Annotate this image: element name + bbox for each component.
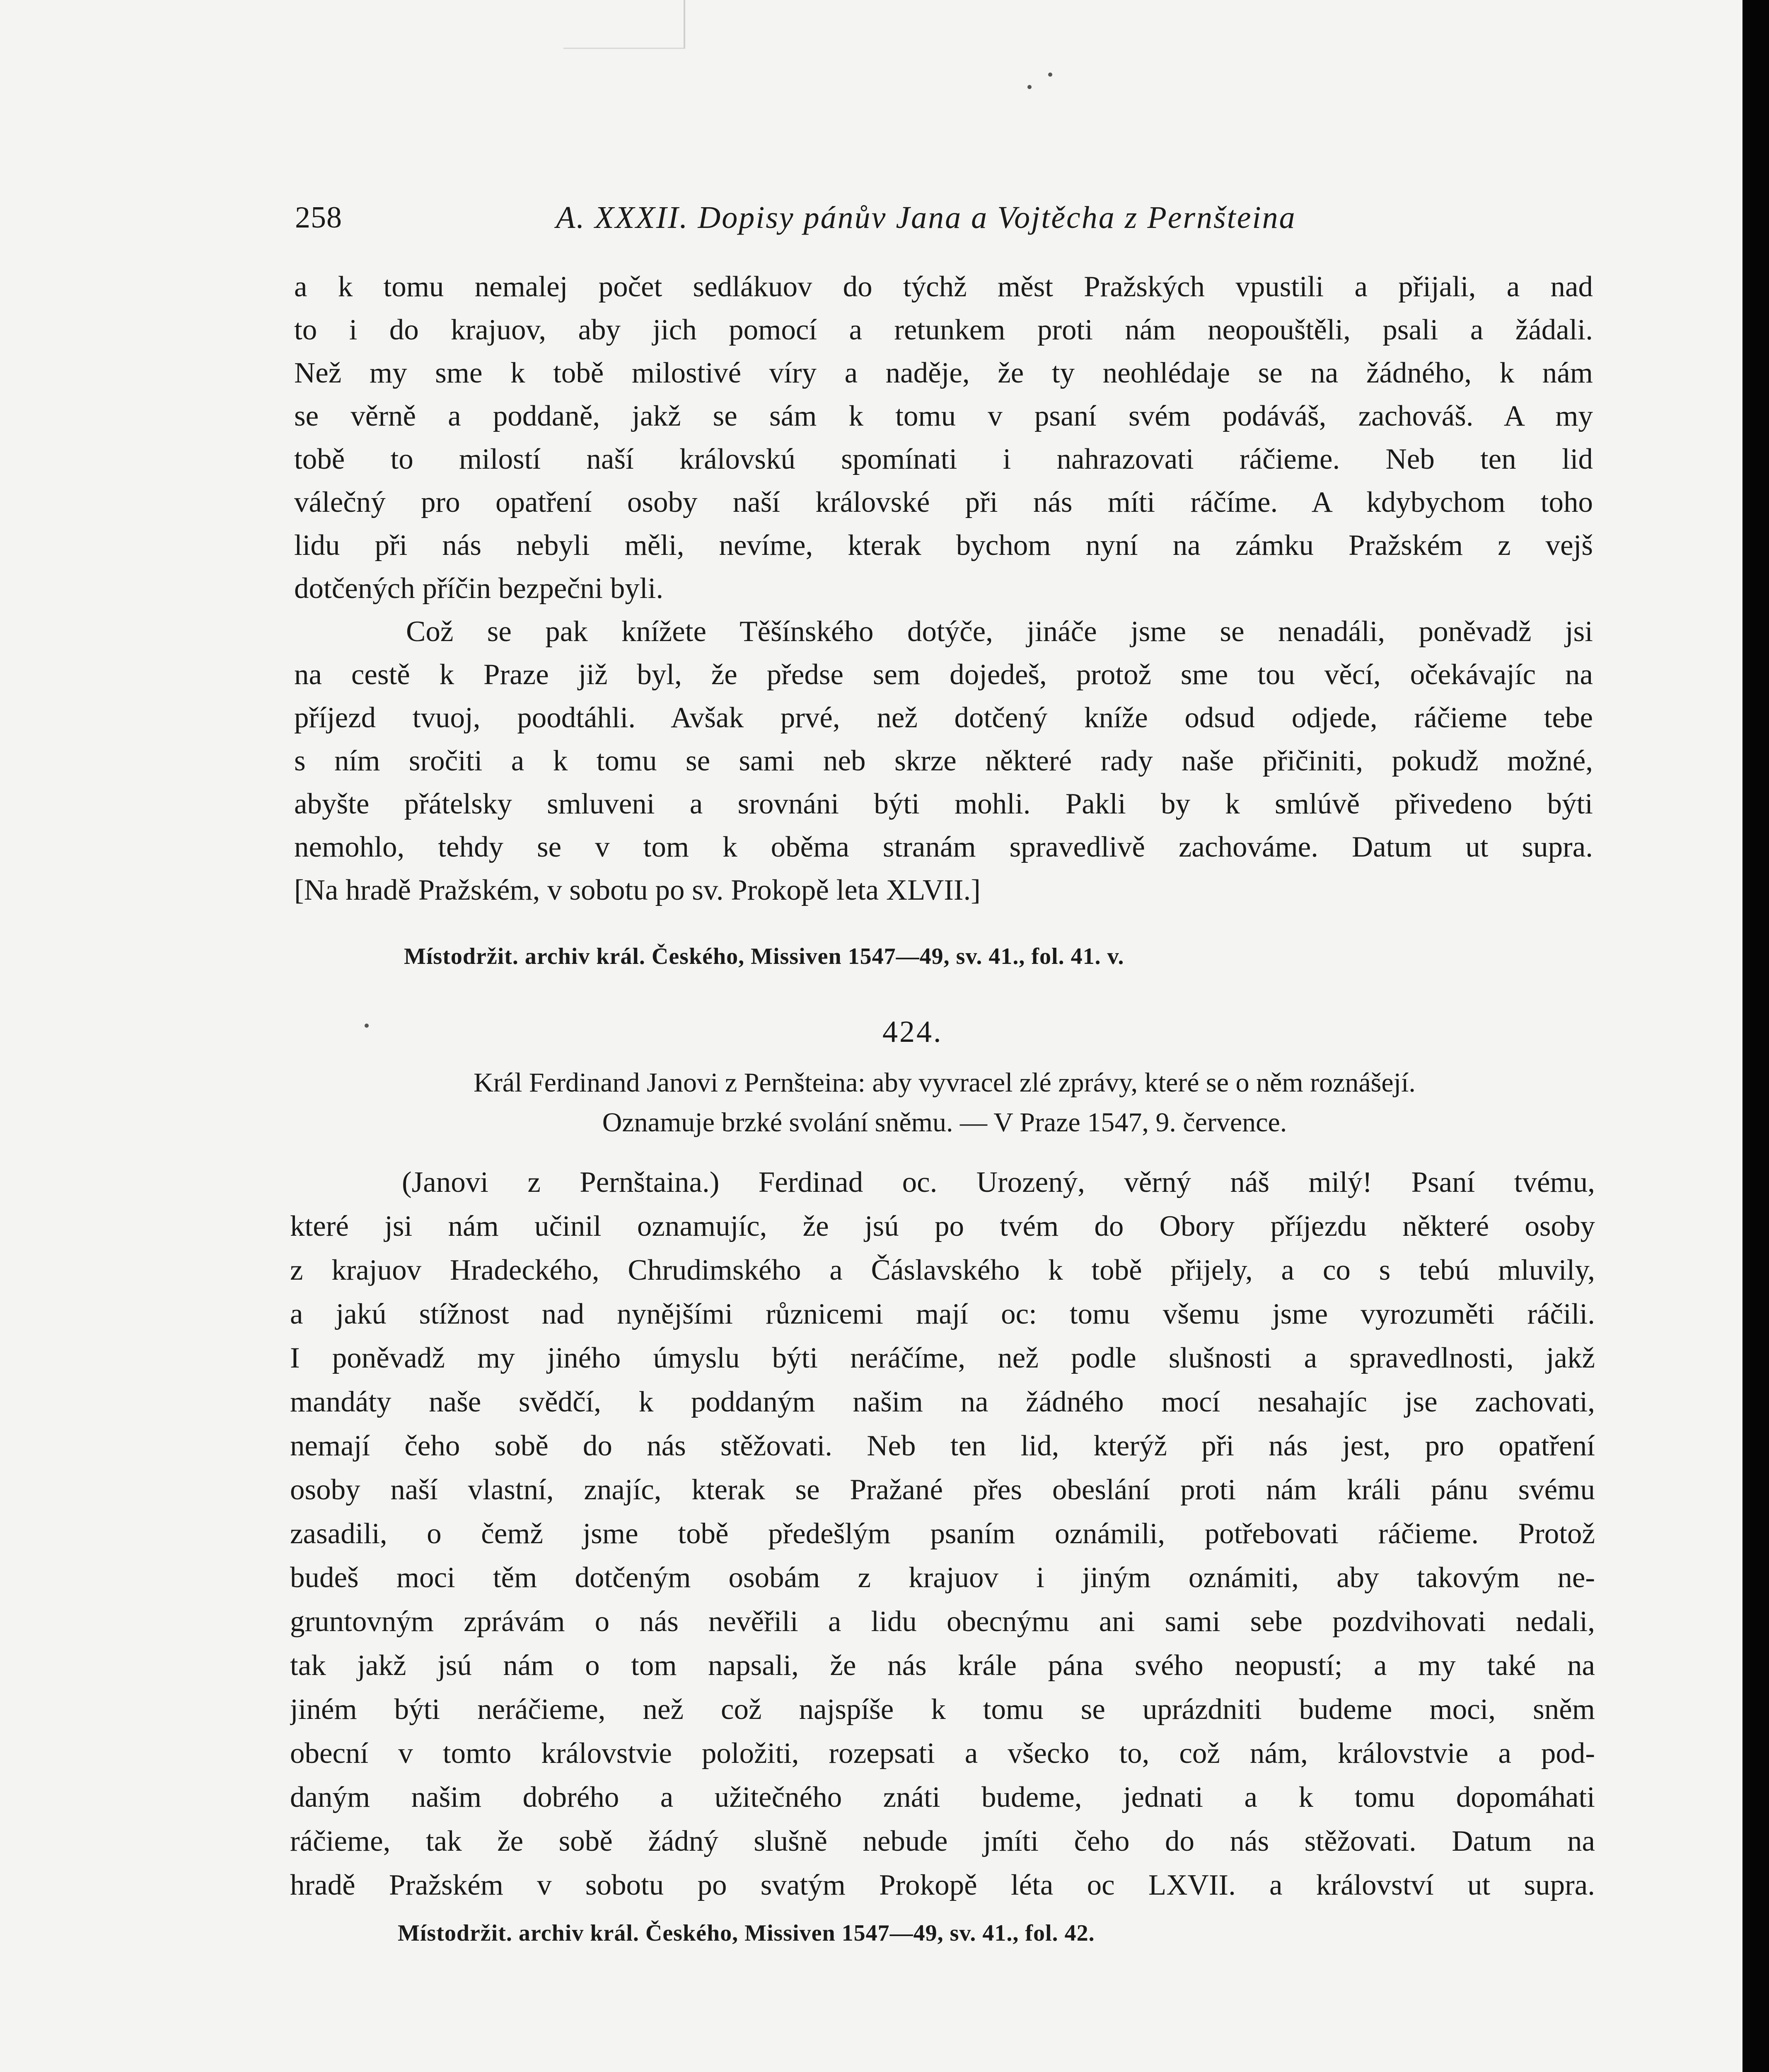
speck [1048,73,1052,77]
text-line: z krajuov Hradeckého, Chrudimského a Čáslavského k tobě přijely, a co s tebú mluvily, [290,1254,1595,1286]
text-line: budeš moci těm dotčeným osobám z krajuov i jiným oznámiti, aby takovým ne- [290,1561,1595,1594]
letter-continuation [294,265,1593,912]
document-summary [323,1063,1566,1143]
text-line: osoby naší vlastní, znajíc, kterak se Pražané přes obeslání proti nám králi pánu svému [290,1474,1595,1506]
text-line: a jakú stížnost nad nynějšími různicemi mají oc: tomu všemu jsme vyrozuměti ráčili. [290,1298,1595,1330]
text-line: zasadili, o čemž jsme tobě předešlým psaním oznámili, potřebovati ráčieme. Protož [290,1518,1595,1550]
text-line: jiném býti neráčieme, než což najspíše k tomu se uprázdniti budeme moci, sněm [290,1693,1595,1726]
text-line: mandáty naše svědčí, k poddaným našim na žádného mocí nesahajíc jse zachovati, [290,1386,1595,1418]
page-number: 258 [295,201,342,235]
page-header [295,195,1368,240]
text-line: Než my sme k tobě milostivé víry a naděje, že ty neohlédaje se na žádného, k nám [294,357,1593,389]
binding-mark [563,0,685,49]
text-line: dotčených příčin bezpečni byli. [294,572,664,605]
letter-424-text [290,1160,1595,1907]
text-line: hradě Pražském v sobotu po svatým Prokopě léta oc LXVII. a království ut supra. [290,1869,1595,1901]
archival-source-note: Místodržit. archiv král. Českého, Missiven 1547—49, sv. 41., fol. 42. [398,1920,1095,1946]
text-line: ráčieme, tak že sobě žádný slušně nebude jmíti čeho do nás stěžovati. Datum na [290,1825,1595,1857]
text-line: na cestě k Praze již byl, že předse sem dojedeš, protož sme tou věcí, očekávajíc na [294,658,1593,691]
text-line: příjezd tvuoj, poodtáhli. Avšak prvé, než dotčený kníže odsud odjede, ráčieme tebe [294,702,1593,734]
speck [1027,85,1032,89]
text-line: s ním sročiti a k tomu se sami neb skrze některé rady naše přičiniti, pokudž možné, [294,745,1593,777]
text-line: Což se pak knížete Těšínského dotýče, jináče jsme se nenadáli, poněvadž jsi [406,615,1593,648]
document-number: 424. [882,1015,943,1049]
text-line: abyšte přátelsky smluveni a srovnáni býti mohli. Pakli by k smlúvě přivedeno býti [294,788,1593,820]
running-title: A. XXXII. Dopisy pánův Jana a Vojtěcha z Pernšteina [556,200,1296,235]
text-line: se věrně a poddaně, jakž se sám k tomu v psaní svém podáváš, zachováš. A my [294,400,1593,432]
text-line: tobě to milostí naší královskú spomínati i nahrazovati ráčieme. Neb ten lid [294,443,1593,475]
text-line: to i do krajuov, aby jich pomocí a retunkem proti nám neopouštěli, psali a žádali. [294,314,1593,346]
speck [365,1024,369,1028]
summary-line: Oznamuje brzké svolání sněmu. — V Praze 1547, 9. července. [602,1107,1287,1138]
text-line: obecní v tomto královstvie položiti, rozepsati a všecko to, což nám, královstvie a pod- [290,1737,1595,1769]
text-line: nemají čeho sobě do nás stěžovati. Neb ten lid, kterýž při nás jest, pro opatření [290,1430,1595,1462]
archival-source-note: Místodržit. archiv král. Českého, Missiven 1547—49, sv. 41., fol. 41. v. [404,944,1124,969]
text-line: nemohlo, tehdy se v tom k oběma stranám spravedlivě zachováme. Datum ut supra. [294,831,1593,863]
text-line: tak jakž jsú nám o tom napsali, že nás krále pána svého neopustí; a my také na [290,1649,1595,1682]
scan-border [1742,0,1769,2072]
text-line: [Na hradě Pražském, v sobotu po sv. Prokopě leta XLVII.] [294,874,981,906]
text-line: lidu při nás nebyli měli, nevíme, kterak bychom nyní na zámku Pražském z vejš [294,529,1593,562]
summary-line: Král Ferdinand Janovi z Pernšteina: aby vyvracel zlé zprávy, které se o něm roznášejí. [474,1067,1416,1098]
text-line: (Janovi z Pernštaina.) Ferdinad oc. Urozený, věrný náš milý! Psaní tvému, [402,1166,1595,1198]
text-line: válečný pro opatření osoby naší královské při nás míti ráčíme. A kdybychom toho [294,486,1593,518]
text-line: I poněvadž my jiného úmyslu býti neráčíme, než podle slušnosti a spravedlnosti, jakž [290,1342,1595,1374]
text-line: které jsi nám učinil oznamujíc, že jsú po tvém do Obory příjezdu některé osoby [290,1210,1595,1242]
text-line: a k tomu nemalej počet sedlákuov do týchž měst Pražských vpustili a přijali, a nad [294,271,1593,303]
text-line: gruntovným zprávám o nás nevěřili a lidu obecnýmu ani sami sebe pozdvihovati nedali, [290,1605,1595,1638]
text-line: daným našim dobrého a užitečného znáti budeme, jednati a k tomu dopomáhati [290,1781,1595,1813]
